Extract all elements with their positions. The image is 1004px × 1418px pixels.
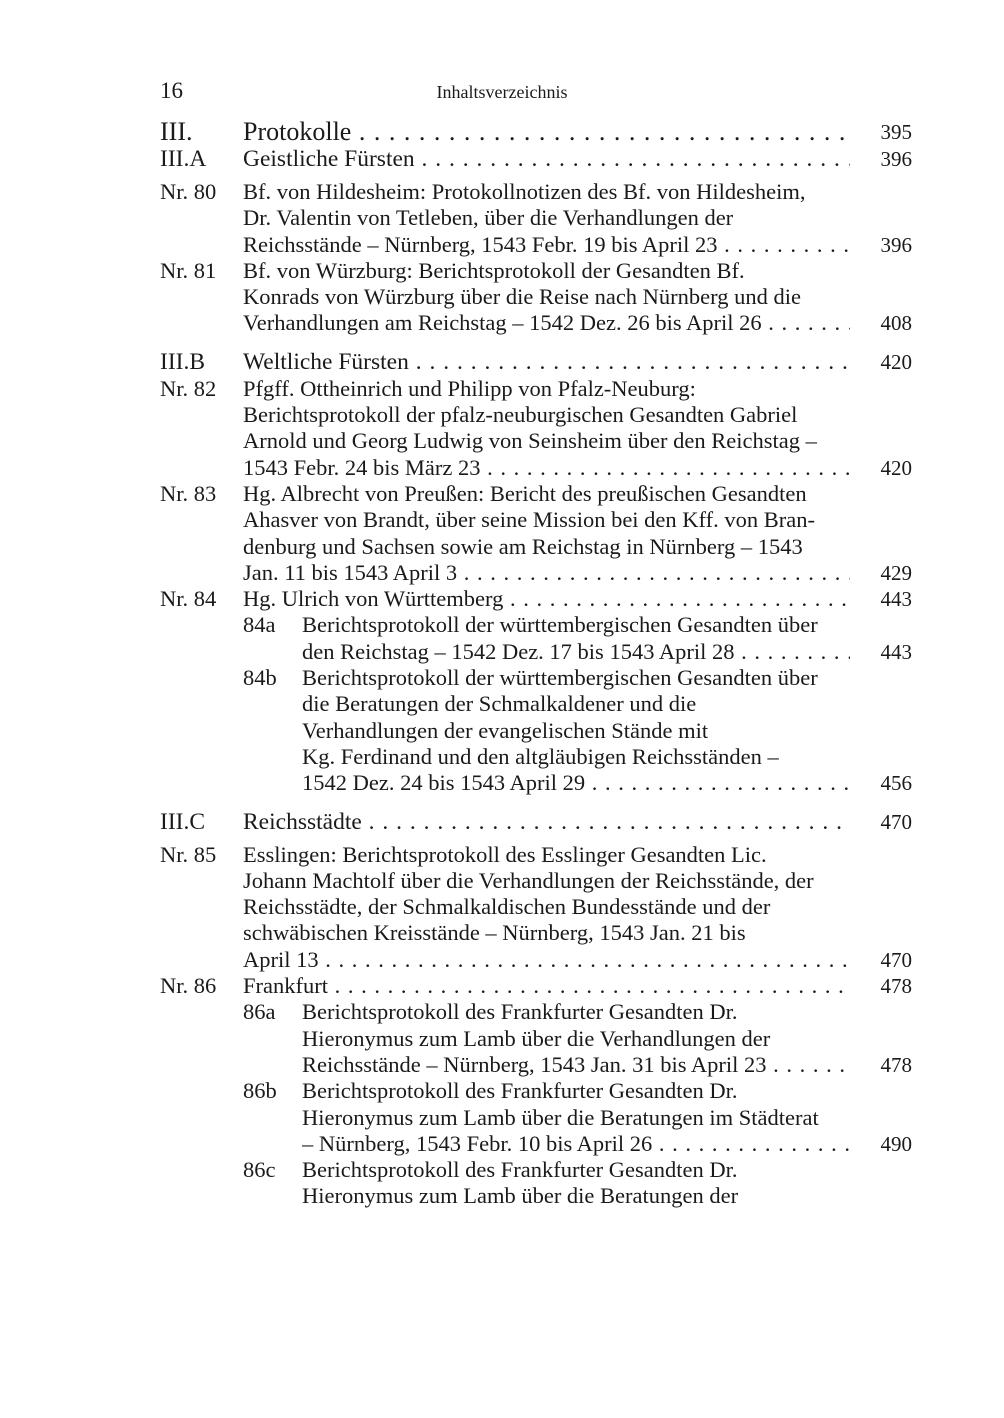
entry-page-number: 396 [880, 147, 912, 171]
entry-number: Nr. 83 [160, 480, 217, 506]
entry-title [302, 612, 850, 665]
entry-page-number: 478 [880, 1052, 912, 1077]
toc-entry [160, 973, 912, 999]
toc-entry [160, 258, 912, 337]
entry-title-line: Reichsstände – Nürnberg, 1543 Jan. 31 bis April 23 . . . [302, 1052, 850, 1078]
toc-entry [160, 118, 912, 146]
entry-title-line: Dr. Valentin von Tetleben, über die Verhandlungen der [243, 205, 734, 231]
toc-entry [160, 146, 912, 173]
entry-title-line: Weltliche Fürsten . . . [243, 349, 850, 376]
entry-title-line: Verhandlungen am Reichstag – 1542 Dez. 26 bis April 26 . . . [243, 310, 850, 336]
entry-page-number: 443 [880, 587, 912, 612]
entry-title-line: Reichsstände – Nürnberg, 1543 Febr. 19 bis April 23 . . . [243, 232, 850, 258]
subentry-number: 84a [243, 612, 276, 638]
entry-title-line: Bf. von Hildesheim: Protokollnotizen des Bf. von Hildesheim, [243, 179, 806, 204]
entry-page-number: 478 [880, 974, 912, 999]
entry-title-line: Konrads von Würzburg über die Reise nach Nürnberg und die [243, 284, 801, 310]
entry-title [243, 842, 850, 973]
entry-title [243, 179, 850, 258]
toc-entry [160, 586, 912, 612]
entry-page-number: 490 [880, 1131, 912, 1156]
entry-title-line: Berichtsprotokoll der württembergischen Gesandten über [302, 665, 818, 691]
toc-entry [160, 481, 912, 586]
entry-number: Nr. 81 [160, 257, 217, 283]
entry-title [243, 258, 850, 337]
entry-title [243, 118, 850, 146]
entry-title-line: Hieronymus zum Lamb über die Beratungen der [302, 1183, 739, 1209]
entry-title-line: Verhandlungen der evangelischen Stände mit [302, 717, 709, 743]
entry-title-line: Jan. 11 bis 1543 April 3 . . . [243, 560, 850, 586]
entry-number: Nr. 85 [160, 841, 217, 867]
entry-title-line: Arnold und Georg Ludwig von Seinsheim über den Reichstag – [243, 428, 817, 454]
entry-number: III.A [160, 146, 207, 172]
entry-page-number: 429 [880, 560, 912, 585]
entry-title-line: Berichtsprotokoll des Frankfurter Gesandten Dr. [302, 1157, 738, 1183]
entry-title-line: Protokolle . . . [243, 118, 850, 146]
entry-number: Nr. 80 [160, 179, 217, 204]
entry-title [243, 586, 850, 612]
entry-title [243, 973, 850, 999]
entry-title-line: Johann Machtolf über die Verhandlungen der Reichsstände, der [243, 867, 814, 893]
entry-title-line: Berichtsprotokoll der pfalz-neuburgischen Gesandten Gabriel [243, 402, 798, 428]
subentry-number: 86b [243, 1078, 277, 1104]
entry-number: III. [160, 117, 193, 146]
entry-title-line: Hg. Albrecht von Preußen: Bericht des preußischen Gesandten [243, 480, 807, 506]
entry-title-line: Berichtsprotokoll der württembergischen Gesandten über [302, 612, 818, 638]
entry-title-line: Reichsstädte . . . [243, 809, 850, 836]
subentry-number: 86a [243, 999, 276, 1025]
running-title: Inhaltsverzeichnis [436, 82, 568, 102]
entry-title [302, 999, 850, 1078]
entry-number: III.B [160, 348, 206, 375]
toc-entry [160, 179, 912, 258]
entry-number: Nr. 84 [160, 586, 217, 612]
entry-title-line: Hg. Ulrich von Württemberg . . . [243, 586, 850, 612]
page-number: 16 [160, 78, 183, 103]
toc-entry [160, 376, 912, 481]
entry-title-line: Ahasver von Brandt, über seine Mission bei den Kff. von Bran- [243, 507, 815, 533]
entry-title-line: Kg. Ferdinand und den altgläubigen Reichsständen – [302, 743, 779, 769]
toc-subentry [160, 665, 912, 796]
subentry-number: 84b [243, 665, 277, 691]
entry-title [302, 1157, 850, 1210]
entry-title-line: die Beratungen der Schmalkaldener und die [302, 691, 697, 717]
toc-entry [160, 349, 912, 376]
entry-page-number: 396 [880, 232, 912, 257]
entry-title-line: Frankfurt . . . [243, 973, 850, 999]
entry-title-line: Hieronymus zum Lamb über die Verhandlungen der [302, 1025, 771, 1051]
entry-title-line: Reichsstädte, der Schmalkaldischen Bundesstände und der [243, 894, 771, 920]
entry-title-line: Berichtsprotokoll des Frankfurter Gesandten Dr. [302, 999, 738, 1025]
entry-number: III.C [160, 808, 206, 835]
entry-title-line: 1543 Febr. 24 bis März 23 . . . [243, 455, 850, 481]
entry-title [243, 349, 850, 376]
entry-title-line: Bf. von Würzburg: Berichtsprotokoll der Gesandten Bf. [243, 257, 745, 283]
toc-subentry [160, 612, 912, 665]
subentry-number: 86c [243, 1157, 276, 1183]
entry-title-line: Pfgff. Ottheinrich und Philipp von Pfalz-Neuburg: [243, 375, 696, 401]
entry-title [243, 481, 850, 586]
toc-entry [160, 809, 912, 836]
entry-number: Nr. 86 [160, 973, 217, 999]
entry-title [302, 1078, 850, 1157]
table-of-contents [160, 118, 912, 1210]
entry-page-number: 395 [880, 120, 912, 144]
entry-title-line: Esslingen: Berichtsprotokoll des Esslinger Gesandten Lic. [243, 841, 767, 867]
entry-title-line: April 13 . . . [243, 947, 850, 973]
toc-subentry [160, 999, 912, 1078]
entry-page-number: 456 [880, 771, 912, 796]
entry-title [243, 809, 850, 836]
entry-page-number: 408 [880, 311, 912, 336]
entry-title-line: Berichtsprotokoll des Frankfurter Gesandten Dr. [302, 1078, 738, 1104]
entry-page-number: 470 [880, 809, 912, 834]
entry-title-line: denburg und Sachsen sowie am Reichstag in Nürnberg – 1543 [243, 533, 803, 559]
entry-title [243, 146, 850, 173]
entry-title-line: – Nürnberg, 1543 Febr. 10 bis April 26 . . . [302, 1131, 850, 1157]
entry-page-number: 420 [880, 455, 912, 480]
toc-subentry [160, 1157, 912, 1210]
entry-title-line: schwäbischen Kreisstände – Nürnberg, 1543 Jan. 21 bis [243, 920, 746, 946]
toc-subentry [160, 1078, 912, 1157]
entry-title-line: den Reichstag – 1542 Dez. 17 bis 1543 April 28 . . . [302, 639, 850, 665]
entry-title-line: Geistliche Fürsten . . . [243, 146, 850, 173]
entry-title-line: 1542 Dez. 24 bis 1543 April 29 . . . [302, 770, 850, 796]
entry-page-number: 443 [880, 639, 912, 664]
entry-title-line: Hieronymus zum Lamb über die Beratungen im Städterat [302, 1104, 819, 1130]
entry-title [302, 665, 850, 796]
entry-page-number: 470 [880, 947, 912, 972]
toc-entry [160, 842, 912, 973]
entry-title [243, 376, 850, 481]
entry-number: Nr. 82 [160, 375, 217, 401]
entry-page-number: 420 [880, 349, 912, 374]
